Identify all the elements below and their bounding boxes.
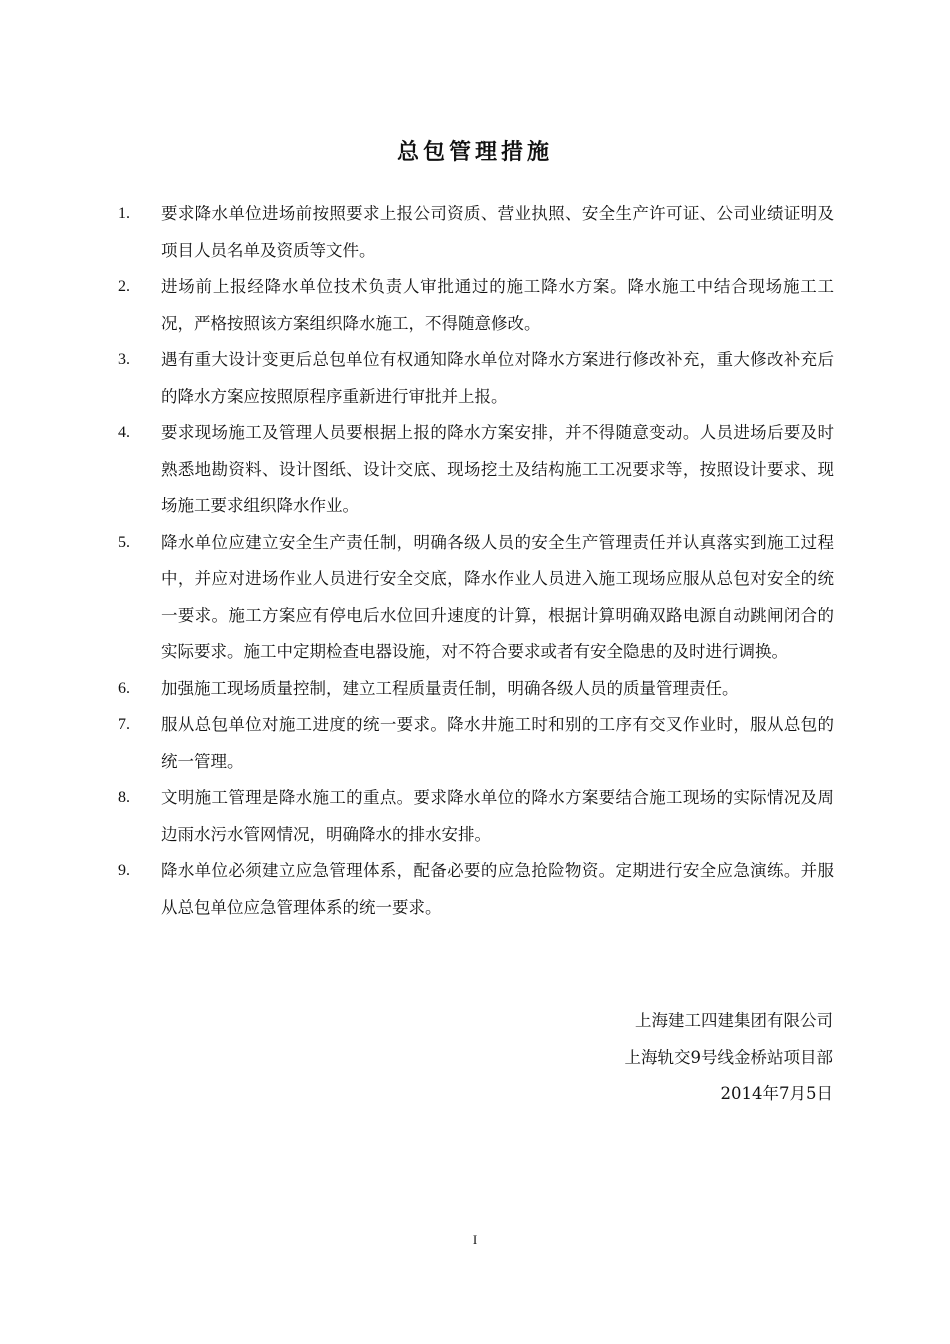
list-item: [118, 671, 834, 708]
signature-department: 上海轨交9号线金桥站项目部: [624, 1047, 833, 1067]
measures-list: [118, 196, 834, 926]
list-item: [118, 196, 834, 269]
list-item: [118, 780, 834, 853]
item-number: 9.: [118, 862, 130, 879]
signature-date: 2014年7月5日: [720, 1084, 833, 1103]
item-text: 进场前上报经降水单位技术负责人审批通过的施工降水方案。降水施工中结合现场施工工况，严格按照该方案组织降水施工，不得随意修改。: [161, 277, 834, 333]
page-number: I: [472, 1232, 478, 1247]
item-text: 加强施工现场质量控制，建立工程质量责任制，明确各级人员的质量管理责任。: [161, 678, 739, 698]
item-text: 要求降水单位进场前按照要求上报公司资质、营业执照、安全生产许可证、公司业绩证明及项目人员名单及资质等文件。: [161, 204, 834, 260]
list-item: [118, 415, 834, 525]
item-text: 遇有重大设计变更后总包单位有权通知降水单位对降水方案进行修改补充，重大修改补充后的降水方案应按照原程序重新进行审批并上报。: [161, 350, 834, 406]
item-text: 文明施工管理是降水施工的重点。要求降水单位的降水方案要结合施工现场的实际情况及周边雨水污水管网情况，明确降水的排水安排。: [161, 788, 834, 844]
item-number: 4.: [118, 424, 130, 441]
item-number: 5.: [118, 533, 130, 551]
item-number: 3.: [118, 351, 130, 368]
list-item: [118, 853, 834, 926]
list-item: [118, 269, 834, 342]
item-text: 服从总包单位对施工进度的统一要求。降水井施工时和别的工序有交叉作业时，服从总包的统一管理。: [161, 715, 834, 771]
item-number: 7.: [118, 716, 130, 733]
item-text: 降水单位必须建立应急管理体系，配备必要的应急抢险物资。定期进行安全应急演练。并服从总包单位应急管理体系的统一要求。: [161, 861, 834, 917]
item-text: 要求现场施工及管理人员要根据上报的降水方案安排，并不得随意变动。人员进场后要及时熟悉地勘资料、设计图纸、设计交底、现场挖土及结构施工工况要求等，按照设计要求、现场施工要求组织降水作业。: [161, 423, 834, 515]
signature-company: 上海建工四建集团有限公司: [635, 1011, 833, 1030]
list-item: [118, 342, 834, 415]
signature-block: [625, 1003, 834, 1113]
list-item: [118, 707, 834, 780]
list-item: [118, 525, 834, 671]
item-number: 2.: [118, 278, 130, 295]
item-number: 6.: [118, 679, 130, 697]
item-text: 降水单位应建立安全生产责任制，明确各级人员的安全生产管理责任并认真落实到施工过程中，并应对进场作业人员进行安全交底，降水作业人员进入施工现场应服从总包对安全的统一要求。施工方案应有停电后水位回升速度的计算，根据计算明确双路电源自动跳闸闭合的实际要求。施工中定期检查电器设施，对不符合要求或者有安全隐患的及时进行调换。: [161, 532, 834, 661]
document-title: 总包管理措施: [396, 139, 553, 165]
item-number: 8.: [118, 789, 130, 806]
item-number: 1.: [118, 205, 130, 222]
